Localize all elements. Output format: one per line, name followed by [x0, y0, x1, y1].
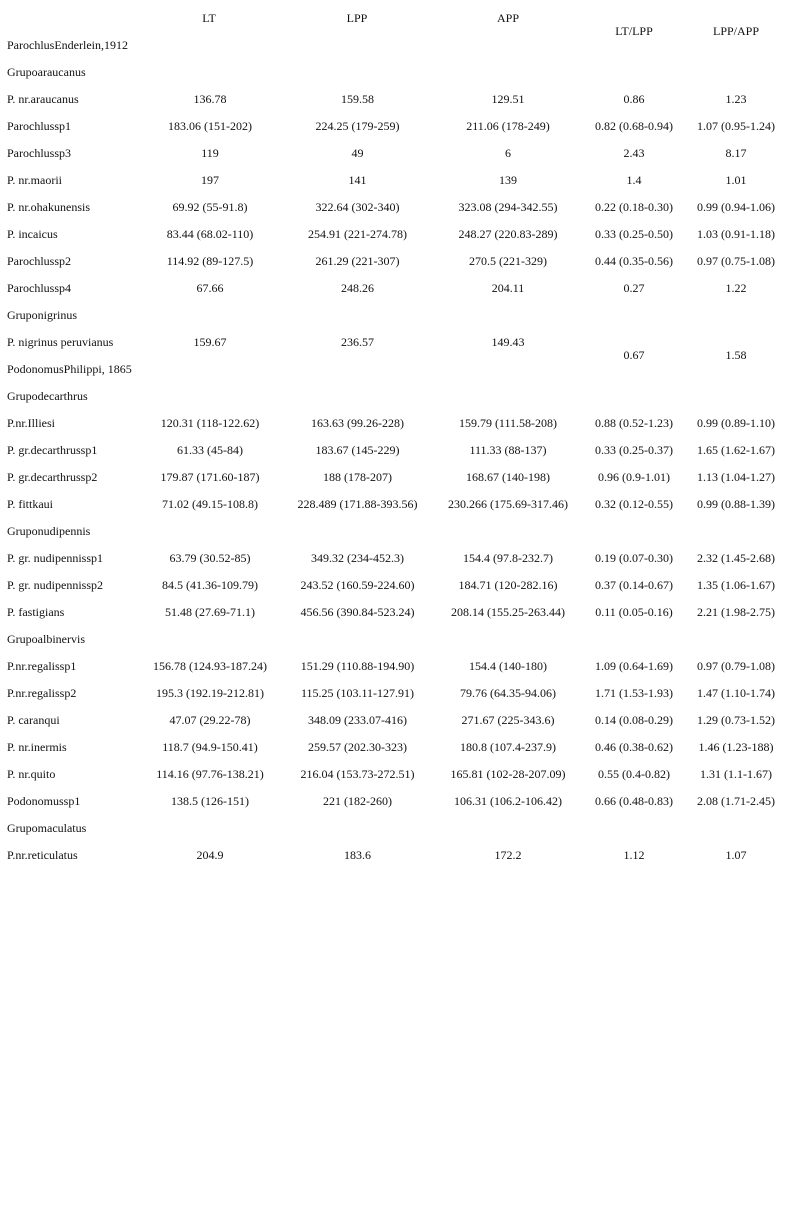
cell-lt-lpp: 2.43 — [623, 146, 645, 160]
cell-app: 230.266 (175.69-317.46) — [448, 497, 568, 511]
cell-lpp: 228.489 (171.88-393.56) — [297, 497, 418, 511]
cell-lpp-app: 1.07 (0.95-1.24) — [697, 119, 775, 133]
cell-name: P.nr.regalissp2 — [7, 686, 77, 700]
table-row — [0, 172, 792, 192]
cell-name: P. nr.quito — [7, 767, 56, 781]
cell-lt: 179.87 (171.60-187) — [160, 470, 260, 484]
cell-app: 139 — [499, 173, 517, 187]
cell-lpp: 183.6 — [344, 848, 371, 862]
cell-app: 106.31 (106.2-106.42) — [454, 794, 562, 808]
cell-lpp: 188 (178-207) — [323, 470, 392, 484]
cell-name: P. nr.araucanus — [7, 92, 79, 106]
cell-lt-lpp: 0.33 (0.25-0.37) — [595, 443, 673, 457]
table-row — [0, 604, 792, 624]
cell-lpp-app: 1.31 (1.1-1.67) — [700, 767, 772, 781]
table-row — [0, 91, 792, 111]
table-row — [0, 766, 792, 786]
cell-app: 165.81 (102-28-207.09) — [450, 767, 566, 781]
cell-lpp: 183.67 (145-229) — [315, 443, 400, 457]
table-row — [0, 847, 792, 867]
cell-lpp: 49 — [351, 146, 364, 160]
cell-name: Parochlussp4 — [7, 281, 71, 295]
cell-lpp-app: 2.32 (1.45-2.68) — [697, 551, 775, 565]
cell-lt-lpp: 1.71 (1.53-1.93) — [595, 686, 673, 700]
cell-lt-lpp: 0.14 (0.08-0.29) — [595, 713, 673, 727]
table-row — [0, 253, 792, 273]
cell-app: 172.2 — [494, 848, 522, 862]
cell-lt-lpp: 0.46 (0.38-0.62) — [595, 740, 673, 754]
cell-app: 180.8 (107.4-237.9) — [460, 740, 556, 754]
table-row — [0, 550, 792, 570]
cell-lpp: 261.29 (221-307) — [315, 254, 400, 268]
cell-lt-lpp: 0.11 (0.05-0.16) — [595, 605, 673, 619]
cell-name: Grupoalbinervis — [7, 632, 85, 646]
cell-app: 6 — [505, 146, 511, 160]
cell-lt: 195.3 (192.19-212.81) — [156, 686, 264, 700]
cell-name: Grupoaraucanus — [7, 65, 86, 79]
cell-lpp-app: 1.29 (0.73-1.52) — [697, 713, 775, 727]
cell-app: 154.4 (140-180) — [469, 659, 547, 673]
cell-name: P. fastigians — [7, 605, 65, 619]
table-row — [0, 793, 792, 813]
cell-name: P.nr.regalissp1 — [7, 659, 77, 673]
cell-name: P. caranqui — [7, 713, 60, 727]
cell-name: P. nr.ohakunensis — [7, 200, 91, 214]
cell-lpp: 216.04 (153.73-272.51) — [300, 767, 415, 781]
table-row — [0, 712, 792, 732]
cell-lt-lpp: 0.55 (0.4-0.82) — [598, 767, 670, 781]
cell-lt: 159.67 — [193, 335, 227, 349]
cell-lt: 71.02 (49.15-108.8) — [162, 497, 258, 511]
header-lt: LT — [202, 11, 216, 25]
cell-name: P. fittkaui — [7, 497, 54, 511]
cell-lpp: 349.32 (234-452.3) — [311, 551, 404, 565]
table-row — [0, 226, 792, 246]
cell-lt: 83.44 (68.02-110) — [166, 227, 254, 241]
cell-name: P. incaicus — [7, 227, 58, 241]
cell-lpp: 243.52 (160.59-224.60) — [300, 578, 415, 592]
table-row — [0, 199, 792, 219]
header-lpp-app: LPP/APP — [712, 24, 760, 38]
cell-lpp: 254.91 (221-274.78) — [308, 227, 407, 241]
cell-lt: 120.31 (118-122.62) — [160, 416, 260, 430]
cell-lpp: 159.58 — [341, 92, 374, 106]
cell-lt: 156.78 (124.93-187.24) — [153, 659, 267, 673]
cell-lt-lpp: 1.4 — [626, 173, 642, 187]
cell-name: Parochlussp3 — [7, 146, 71, 160]
cell-name: P.nr.Illiesi — [7, 416, 56, 430]
table-row — [0, 523, 792, 543]
cell-lpp-app: 0.97 (0.75-1.08) — [697, 254, 775, 268]
cell-lt: 47.07 (29.22-78) — [169, 713, 251, 727]
cell-name: P. nigrinus peruvianus — [7, 335, 114, 349]
cell-name: P. gr. nudipennissp1 — [7, 551, 104, 565]
cell-lpp-app: 8.17 — [725, 146, 747, 160]
table-row — [0, 685, 792, 705]
cell-lt-lpp: 1.09 (0.64-1.69) — [595, 659, 673, 673]
cell-lt: 114.16 (97.76-138.21) — [156, 767, 264, 781]
cell-lt: 63.79 (30.52-85) — [169, 551, 251, 565]
cell-lt-lpp: 0.88 (0.52-1.23) — [595, 416, 673, 430]
cell-name: Parochlussp1 — [7, 119, 71, 133]
table-row — [0, 280, 792, 300]
cell-lpp-app: 1.01 — [725, 173, 747, 187]
table-row — [0, 496, 792, 516]
cell-app: 211.06 (178-249) — [466, 119, 550, 133]
merged-lpp-app-value: 1.58 — [725, 348, 747, 362]
cell-lt-lpp: 0.22 (0.18-0.30) — [595, 200, 673, 214]
table-row — [0, 37, 792, 57]
cell-lt-lpp: 0.32 (0.12-0.55) — [595, 497, 673, 511]
cell-lt-lpp: 0.96 (0.9-1.01) — [598, 470, 670, 484]
cell-lpp: 141 — [348, 173, 367, 187]
cell-lt: 67.66 — [196, 281, 224, 295]
cell-app: 204.11 — [491, 281, 525, 295]
cell-lpp-app: 1.23 — [725, 92, 747, 106]
table-row — [0, 442, 792, 462]
table-row — [0, 739, 792, 759]
cell-app: 323.08 (294-342.55) — [458, 200, 558, 214]
cell-lt-lpp: 0.66 (0.48-0.83) — [595, 794, 673, 808]
cell-name: Grupomaculatus — [7, 821, 87, 835]
cell-name: P. nr.maorii — [7, 173, 63, 187]
cell-lt: 136.78 — [193, 92, 227, 106]
cell-lpp: 259.57 (202.30-323) — [308, 740, 407, 754]
header-app: APP — [496, 11, 519, 25]
cell-lt: 197 — [201, 173, 219, 187]
cell-lt-lpp: 1.12 — [623, 848, 645, 862]
cell-name: Parochlussp2 — [7, 254, 71, 268]
table-row — [0, 415, 792, 435]
cell-lt: 138.5 (126-151) — [171, 794, 249, 808]
table-row — [0, 658, 792, 678]
cell-name: Grupodecarthrus — [7, 389, 88, 403]
cell-app: 79.76 (64.35-94.06) — [460, 686, 556, 700]
cell-lt: 118.7 (94.9-150.41) — [162, 740, 258, 754]
cell-lpp-app: 0.99 (0.94-1.06) — [697, 200, 775, 214]
cell-lpp-app: 2.21 (1.98-2.75) — [697, 605, 775, 619]
cell-name: P. gr.decarthrussp2 — [7, 470, 98, 484]
cell-lpp-app: 1.65 (1.62-1.67) — [697, 443, 775, 457]
merged-lt-lpp-value: 0.67 — [623, 348, 645, 362]
cell-lt-lpp: 0.19 (0.07-0.30) — [595, 551, 673, 565]
cell-lpp-app: 1.22 — [725, 281, 747, 295]
cell-lt-lpp: 0.86 — [623, 92, 645, 106]
cell-lt: 61.33 (45-84) — [177, 443, 243, 457]
cell-lt-lpp: 0.27 — [623, 281, 645, 295]
table-row — [0, 361, 792, 381]
cell-app: 271.67 (225-343.6) — [461, 713, 555, 727]
cell-lpp-app: 1.03 (0.91-1.18) — [697, 227, 775, 241]
cell-lpp: 224.25 (179-259) — [315, 119, 400, 133]
cell-name: Gruponigrinus — [7, 308, 77, 322]
header-lpp: LPP — [346, 11, 368, 25]
table-row — [0, 64, 792, 84]
cell-lpp: 163.63 (99.26-228) — [311, 416, 404, 430]
table-row — [0, 469, 792, 489]
cell-name: Gruponudipennis — [7, 524, 91, 538]
cell-lpp-app: 1.13 (1.04-1.27) — [697, 470, 775, 484]
cell-name: P. nr.inermis — [7, 740, 67, 754]
cell-lpp: 322.64 (302-340) — [315, 200, 400, 214]
table-row — [0, 307, 792, 327]
cell-lt: 51.48 (27.69-71.1) — [165, 605, 255, 619]
cell-lpp-app: 0.97 (0.79-1.08) — [697, 659, 775, 673]
cell-lpp-app: 1.47 (1.10-1.74) — [697, 686, 775, 700]
cell-lpp-app: 0.99 (0.88-1.39) — [697, 497, 775, 511]
cell-lpp: 348.09 (233.07-416) — [308, 713, 407, 727]
cell-lt: 69.92 (55-91.8) — [172, 200, 248, 214]
header-lt-lpp: LT/LPP — [615, 24, 653, 38]
cell-app: 129.51 — [491, 92, 525, 106]
cell-name: ParochlusEnderlein,1912 — [7, 38, 128, 52]
cell-lt-lpp: 0.33 (0.25-0.50) — [595, 227, 673, 241]
cell-app: 270.5 (221-329) — [469, 254, 547, 268]
cell-app: 184.71 (120-282.16) — [458, 578, 558, 592]
cell-app: 111.33 (88-137) — [469, 443, 547, 457]
cell-app: 154.4 (97.8-232.7) — [463, 551, 553, 565]
cell-app: 208.14 (155.25-263.44) — [451, 605, 565, 619]
cell-lpp: 456.56 (390.84-523.24) — [300, 605, 415, 619]
table-row — [0, 631, 792, 651]
cell-lt-lpp: 0.82 (0.68-0.94) — [595, 119, 673, 133]
table-row — [0, 145, 792, 165]
cell-app: 168.67 (140-198) — [466, 470, 550, 484]
cell-name: P.nr.reticulatus — [7, 848, 78, 862]
cell-lpp-app: 1.35 (1.06-1.67) — [697, 578, 775, 592]
cell-lpp: 221 (182-260) — [323, 794, 392, 808]
cell-lpp-app: 1.07 — [725, 848, 747, 862]
cell-lt: 204.9 — [196, 848, 224, 862]
table-row — [0, 820, 792, 840]
cell-lt: 119 — [201, 146, 219, 160]
cell-app: 159.79 (111.58-208) — [458, 416, 558, 430]
cell-lt-lpp: 0.44 (0.35-0.56) — [595, 254, 673, 268]
cell-lt: 183.06 (151-202) — [168, 119, 252, 133]
cell-lpp-app: 1.46 (1.23-188) — [698, 740, 774, 754]
cell-name: PodonomusPhilippi, 1865 — [7, 362, 132, 376]
table-row — [0, 577, 792, 597]
cell-lpp: 151.29 (110.88-194.90) — [300, 659, 415, 673]
table-row — [0, 388, 792, 408]
cell-app: 149.43 — [491, 335, 525, 349]
cell-lt: 114.92 (89-127.5) — [166, 254, 254, 268]
table-row — [0, 118, 792, 138]
cell-lpp: 236.57 — [341, 335, 374, 349]
cell-lpp-app: 2.08 (1.71-2.45) — [697, 794, 775, 808]
cell-app: 248.27 (220.83-289) — [458, 227, 558, 241]
cell-name: P. gr.decarthrussp1 — [7, 443, 98, 457]
cell-name: P. gr. nudipennissp2 — [7, 578, 104, 592]
cell-name: Podonomussp1 — [7, 794, 81, 808]
cell-lt: 84.5 (41.36-109.79) — [162, 578, 258, 592]
cell-lpp: 248.26 — [341, 281, 374, 295]
cell-lpp: 115.25 (103.11-127.91) — [300, 686, 415, 700]
cell-lpp-app: 0.99 (0.89-1.10) — [697, 416, 775, 430]
cell-lt-lpp: 0.37 (0.14-0.67) — [595, 578, 673, 592]
